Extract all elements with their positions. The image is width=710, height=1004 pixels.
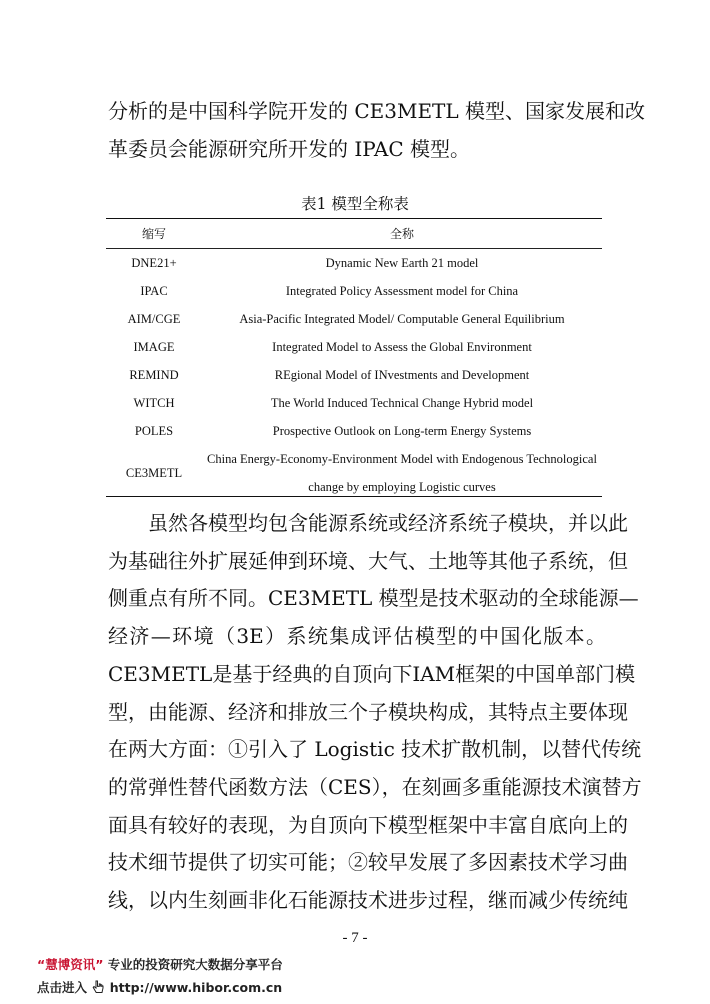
text-line: 侧重点有所不同。CE3METL 模型是技术驱动的全球能源— xyxy=(108,586,639,611)
text-line: 的常弹性替代函数方法（CES），在刻画多重能源技术演替方 xyxy=(108,774,642,799)
abbr-cell: IMAGE xyxy=(133,339,175,354)
text-line: 线，以内生刻画非化石能源技术进步过程，继而减少传统纯 xyxy=(108,888,628,913)
text-line: 经济—环境（3E）系统集成评估模型的中国化版本。 xyxy=(108,624,606,649)
header-abbr: 缩写 xyxy=(106,218,202,249)
full-name-cell: Dynamic New Earth 21 model xyxy=(325,255,479,270)
table-row xyxy=(106,333,602,361)
abbr-cell: AIM/CGE xyxy=(127,311,181,326)
abbr-cell: REMIND xyxy=(129,367,179,382)
footer-url-link[interactable]: http://www.hibor.com.cn xyxy=(109,980,283,995)
intro-paragraph xyxy=(108,92,646,168)
abbr-cell: POLES xyxy=(134,423,174,438)
page-number: - 7 - xyxy=(342,930,368,946)
text-line: 为基础往外扩展延伸到环境、大气、土地等其他子系统，但 xyxy=(108,548,628,573)
table-row xyxy=(106,305,602,333)
full-name-line: change by employing Logistic curves xyxy=(308,480,496,494)
abbr-cell: CE3METL xyxy=(125,466,183,480)
footer-slogan: 专业的投资研究大数据分享平台 xyxy=(107,957,283,972)
table-caption: 表1 模型全称表 xyxy=(301,195,409,213)
table-row xyxy=(106,417,602,445)
footer-click-label[interactable]: 点击进入 xyxy=(37,980,88,995)
header-full: 全称 xyxy=(202,218,602,249)
text-line: 型，由能源、经济和排放三个子模块构成，其特点主要体现 xyxy=(108,699,628,724)
full-name-cell: Integrated Policy Assessment model for China xyxy=(285,283,519,298)
model-table xyxy=(106,218,602,501)
text-line: 在两大方面：①引入了 Logistic 技术扩散机制，以替代传统 xyxy=(108,737,642,762)
main-paragraph xyxy=(108,505,642,920)
abbr-cell: DNE21+ xyxy=(131,255,177,270)
text-line: 面具有较好的表现，为自顶向下模型框架中丰富自底向上的 xyxy=(108,812,628,837)
table-row xyxy=(106,249,602,278)
footer-banner xyxy=(37,955,283,973)
pointer-hand-icon xyxy=(91,980,105,994)
table-bottom-rule xyxy=(106,496,602,497)
text-line: 虽然各模型均包含能源系统或经济系统子模块，并以此 xyxy=(108,511,628,535)
full-name-cell: The World Induced Technical Change Hybrid model xyxy=(270,395,534,410)
footer-brand: “慧博资讯” xyxy=(37,957,104,972)
table-header-row xyxy=(106,218,602,249)
table-row xyxy=(106,361,602,389)
text-line: CE3METL是基于经典的自顶向下IAM框架的中国单部门模 xyxy=(108,661,636,686)
full-name-cell: REgional Model of INvestments and Development xyxy=(274,367,530,382)
text-line: 革委员会能源研究所开发的 IPAC 模型。 xyxy=(108,137,470,161)
full-name-line: China Energy-Economy-Environment Model with Endogenous Technological xyxy=(207,452,597,466)
full-name-cell: Integrated Model to Assess the Global Environment xyxy=(272,339,532,354)
table-row xyxy=(106,445,602,501)
abbr-cell: WITCH xyxy=(133,395,175,410)
abbr-cell: IPAC xyxy=(140,283,168,298)
footer-link-row[interactable] xyxy=(37,978,282,996)
full-name-cell: Prospective Outlook on Long-term Energy Systems xyxy=(272,423,532,438)
table-row xyxy=(106,277,602,305)
text-line: 分析的是中国科学院开发的 CE3METL 模型、国家发展和改 xyxy=(108,99,646,123)
full-name-cell xyxy=(202,445,602,501)
table-row xyxy=(106,389,602,417)
text-line: 技术细节提供了切实可能；②较早发展了多因素技术学习曲 xyxy=(108,850,628,875)
full-name-cell: Asia-Pacific Integrated Model/ Computable General Equilibrium xyxy=(239,311,565,326)
